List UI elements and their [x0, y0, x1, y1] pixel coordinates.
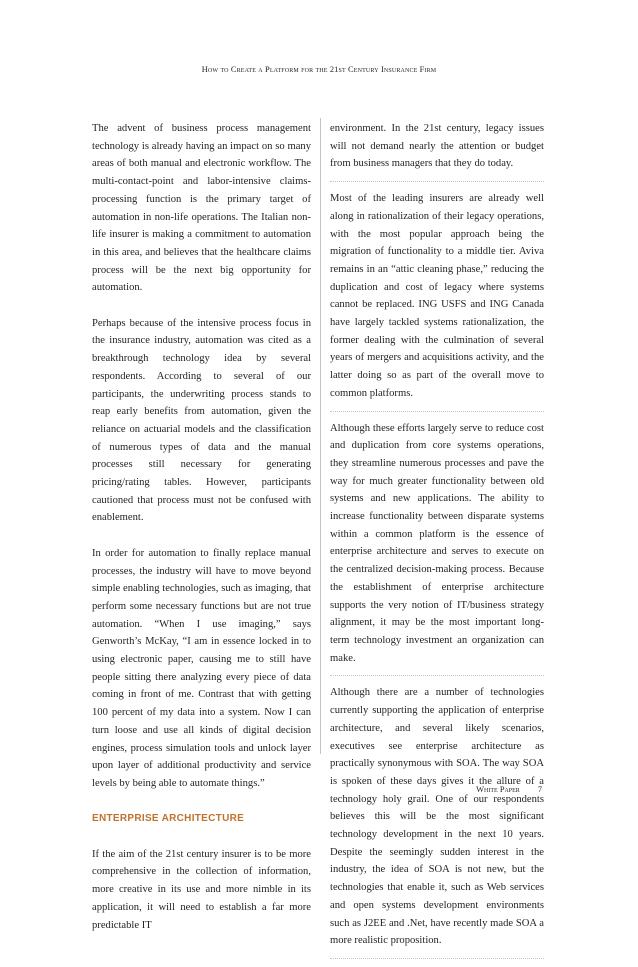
page-footer	[476, 785, 542, 794]
footer-label: White Paper	[476, 785, 520, 794]
right-column	[330, 120, 544, 967]
body-paragraph: Although there are a number of technologies currently supporting the application of enterprise architecture, and several likely scenarios, executives see enterprise architecture as practically synonymous with SOA. The way SOA is spoken of these days gives it the allure of a technology holy grail. One of our respondents believes this will be the most significant technology development in the next 10 years. Despite the seemingly sudden interest in the industry, the idea of SOA is not new, but the technologies that enable it, such as Web services and open systems development environments such as J2EE and .Net, have recently made SOA a more realistic proposition.	[330, 684, 544, 959]
page-number: 7	[537, 785, 542, 794]
running-header	[0, 65, 638, 74]
header-title: How to Create a Platform for the 21st Century Insurance Firm	[201, 65, 437, 74]
body-paragraph: Although these efforts largely serve to reduce cost and duplication from core systems operations, they streamline numerous processes and pave the way for much greater functionality between old systems and new applications. The ability to increase functionality between disparate systems within a common platform is the essence of enterprise architecture and serves to execute on the centralized decision-making process. Because the establishment of enterprise architecture supports the very notion of IT/business strategy alignment, it may be the most important long-term technology investment an organization can make.	[330, 420, 544, 677]
body-paragraph: Perhaps because of the intensive process focus in the insurance industry, automation was cited as a breakthrough technology idea by several respondents. According to several of our participants, the underwriting process stands to reap early benefits from automation, given the reliance on actuarial models and the classification of numerous types of data and the manual processes still necessary for generating pricing/rating tables. However, participants cautioned that process must not be confused with enablement.	[92, 317, 311, 524]
left-column	[92, 120, 311, 952]
column-divider	[320, 118, 321, 754]
body-paragraph: In order for automation to finally replace manual processes, the industry will have to move beyond simple enabling technologies, such as imaging, that perform some necessary functions but are not true automation. “When I use imaging,” says Genworth’s McKay, “I am in essence locked in to using electronic paper, causing me to still have people sitting there analyzing every piece of data coming in front of me. Contrast that with getting 100 percent of my data into a system. Now I can turn loose and use all kinds of digital decision engines, process simulation tools and unlock layer upon layer of additional productivity and service levels by being able to automate things.”	[92, 547, 311, 789]
body-paragraph: environment. In the 21st century, legacy issues will not demand nearly the attention or budget from business managers that they do today.	[330, 120, 544, 182]
body-paragraph: If the aim of the 21st century insurer is to be more comprehensive in the collection of information, more creative in its use and more nimble in its application, it will need to establish a far more predictable IT	[92, 848, 311, 931]
body-paragraph: The advent of business process management technology is already having an impact on so many areas of both manual and electronic workflow. The multi-contact-point and labor-intensive claims-processing function is the primary target of automation in non-life operations. The Italian non-life insurer is making a commitment to automation in this area, and believes that the healthcare claims process will be the next big opportunity for automation.	[92, 123, 311, 294]
body-paragraph: Most of the leading insurers are already well along in rationalization of their legacy operations, with the most popular approach being the migration of functionality to a middle tier. Aviva remains in an “attic cleaning phase,” reducing the duplication and cost of legacy where systems cannot be replaced. ING USFS and ING Canada have largely tackled systems rationalization, the former dealing with the culmination of several years of mergers and acquisitions activity, and the latter doing so as part of the overall move to common platforms.	[330, 190, 544, 411]
section-heading: ENTERPRISE ARCHITECTURE	[92, 813, 245, 825]
